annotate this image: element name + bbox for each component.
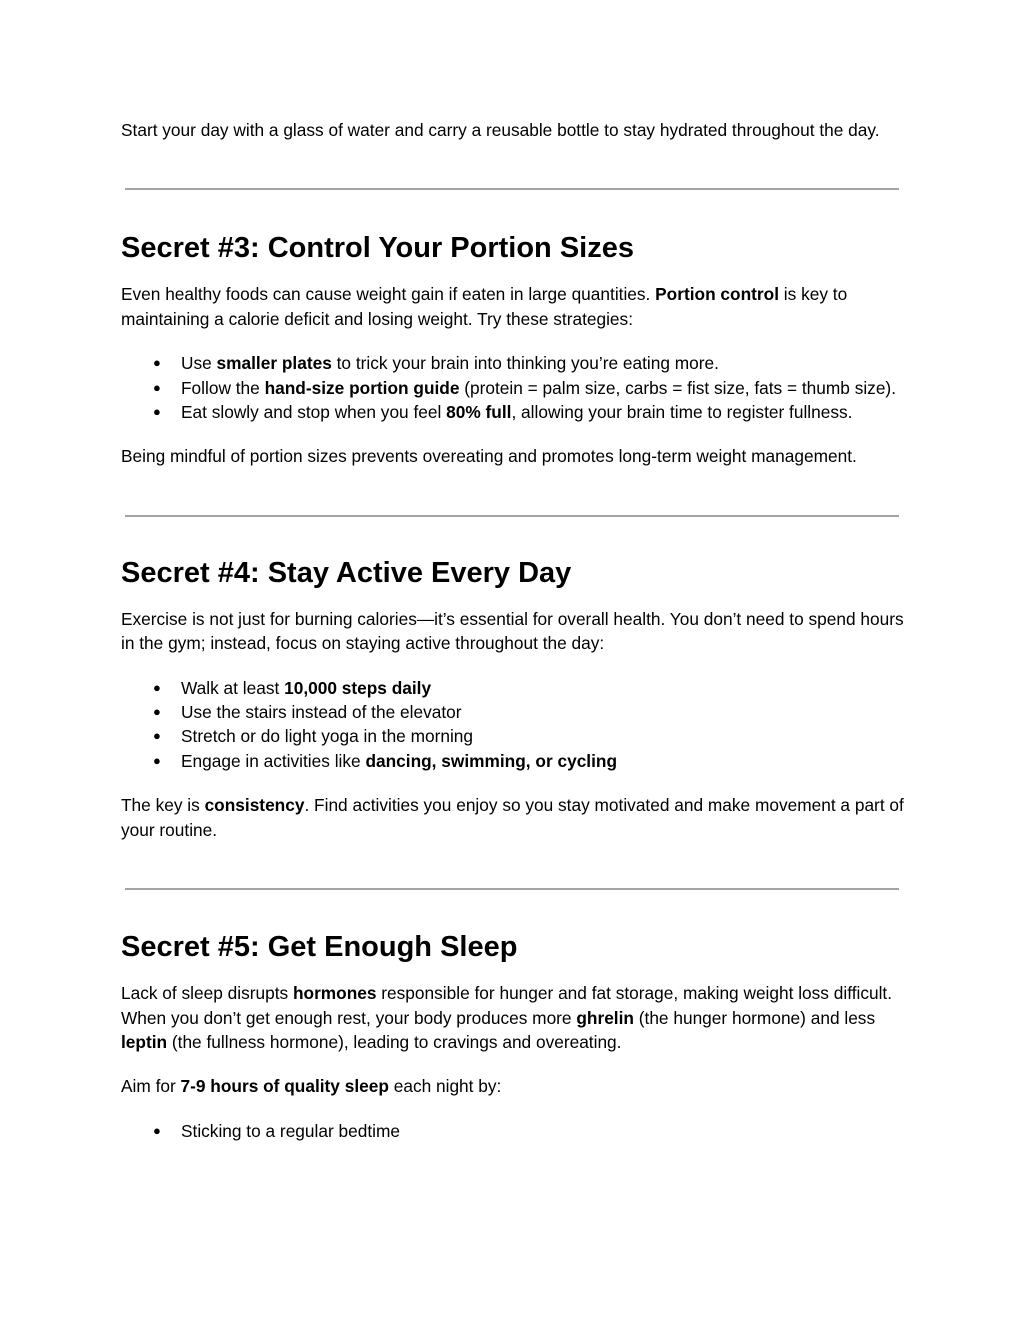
list-item: ● Engage in activities like dancing, swimming, or cycling xyxy=(121,749,906,773)
secret4-list xyxy=(121,676,906,774)
secret3-paragraph-1: Even healthy foods can cause weight gain if eaten in large quantities. Portion control is key to maintaining a calorie deficit and losing weight. Try these strategies: xyxy=(121,284,848,329)
secret5-paragraph-1: Lack of sleep disrupts hormones responsible for hunger and fat storage, making weight loss difficult. When you don’t get enough rest, your body produces more ghrelin (the hunger hormone) and less leptin (the fullness hormone), leading to cravings and overeating. xyxy=(121,983,893,1052)
bullet-icon: ● xyxy=(153,704,161,720)
list-item: ● Sticking to a regular bedtime xyxy=(121,1119,906,1143)
bullet-icon: ● xyxy=(153,679,161,695)
bullet-icon: ● xyxy=(153,355,161,371)
intro-paragraph: Start your day with a glass of water and carry a reusable bottle to stay hydrated throughout the day. xyxy=(121,120,880,140)
document-page xyxy=(121,118,906,1143)
heading-secret-5: Secret #5: Get Enough Sleep xyxy=(121,931,518,964)
bullet-icon: ● xyxy=(153,404,161,420)
list-item: ● Use smaller plates to trick your brain into thinking you’re eating more. xyxy=(121,351,906,375)
secret5-paragraph-2: Aim for 7-9 hours of quality sleep each night by: xyxy=(121,1076,502,1097)
list-item: ● Use the stairs instead of the elevator xyxy=(121,700,906,724)
list-item: ● Walk at least 10,000 steps daily xyxy=(121,676,906,700)
bullet-icon: ● xyxy=(153,379,161,395)
heading-secret-4: Secret #4: Stay Active Every Day xyxy=(121,556,572,589)
secret3-paragraph-2: Being mindful of portion sizes prevents overeating and promotes long-term weight management. xyxy=(121,446,857,467)
heading-secret-3: Secret #3: Control Your Portion Sizes xyxy=(121,232,634,265)
list-item: ● Follow the hand-size portion guide (protein = palm size, carbs = fist size, fats = thumb size). xyxy=(121,376,906,400)
secret4-paragraph-1: Exercise is not just for burning calories—it’s essential for overall health. You don’t need to spend hours in the gym; instead, focus on staying active throughout the day: xyxy=(121,608,904,654)
secret5-list xyxy=(121,1119,906,1143)
list-item: ● Stretch or do light yoga in the morning xyxy=(121,724,906,748)
list-item: ● Eat slowly and stop when you feel 80% full, allowing your brain time to register fullness. xyxy=(121,400,906,424)
bullet-icon: ● xyxy=(153,728,161,744)
secret4-paragraph-2: The key is consistency. Find activities you enjoy so you stay motivated and make movement a part of your routine. xyxy=(121,795,904,840)
bullet-icon: ● xyxy=(153,1122,161,1138)
secret3-list xyxy=(121,351,906,424)
bullet-icon: ● xyxy=(153,752,161,768)
